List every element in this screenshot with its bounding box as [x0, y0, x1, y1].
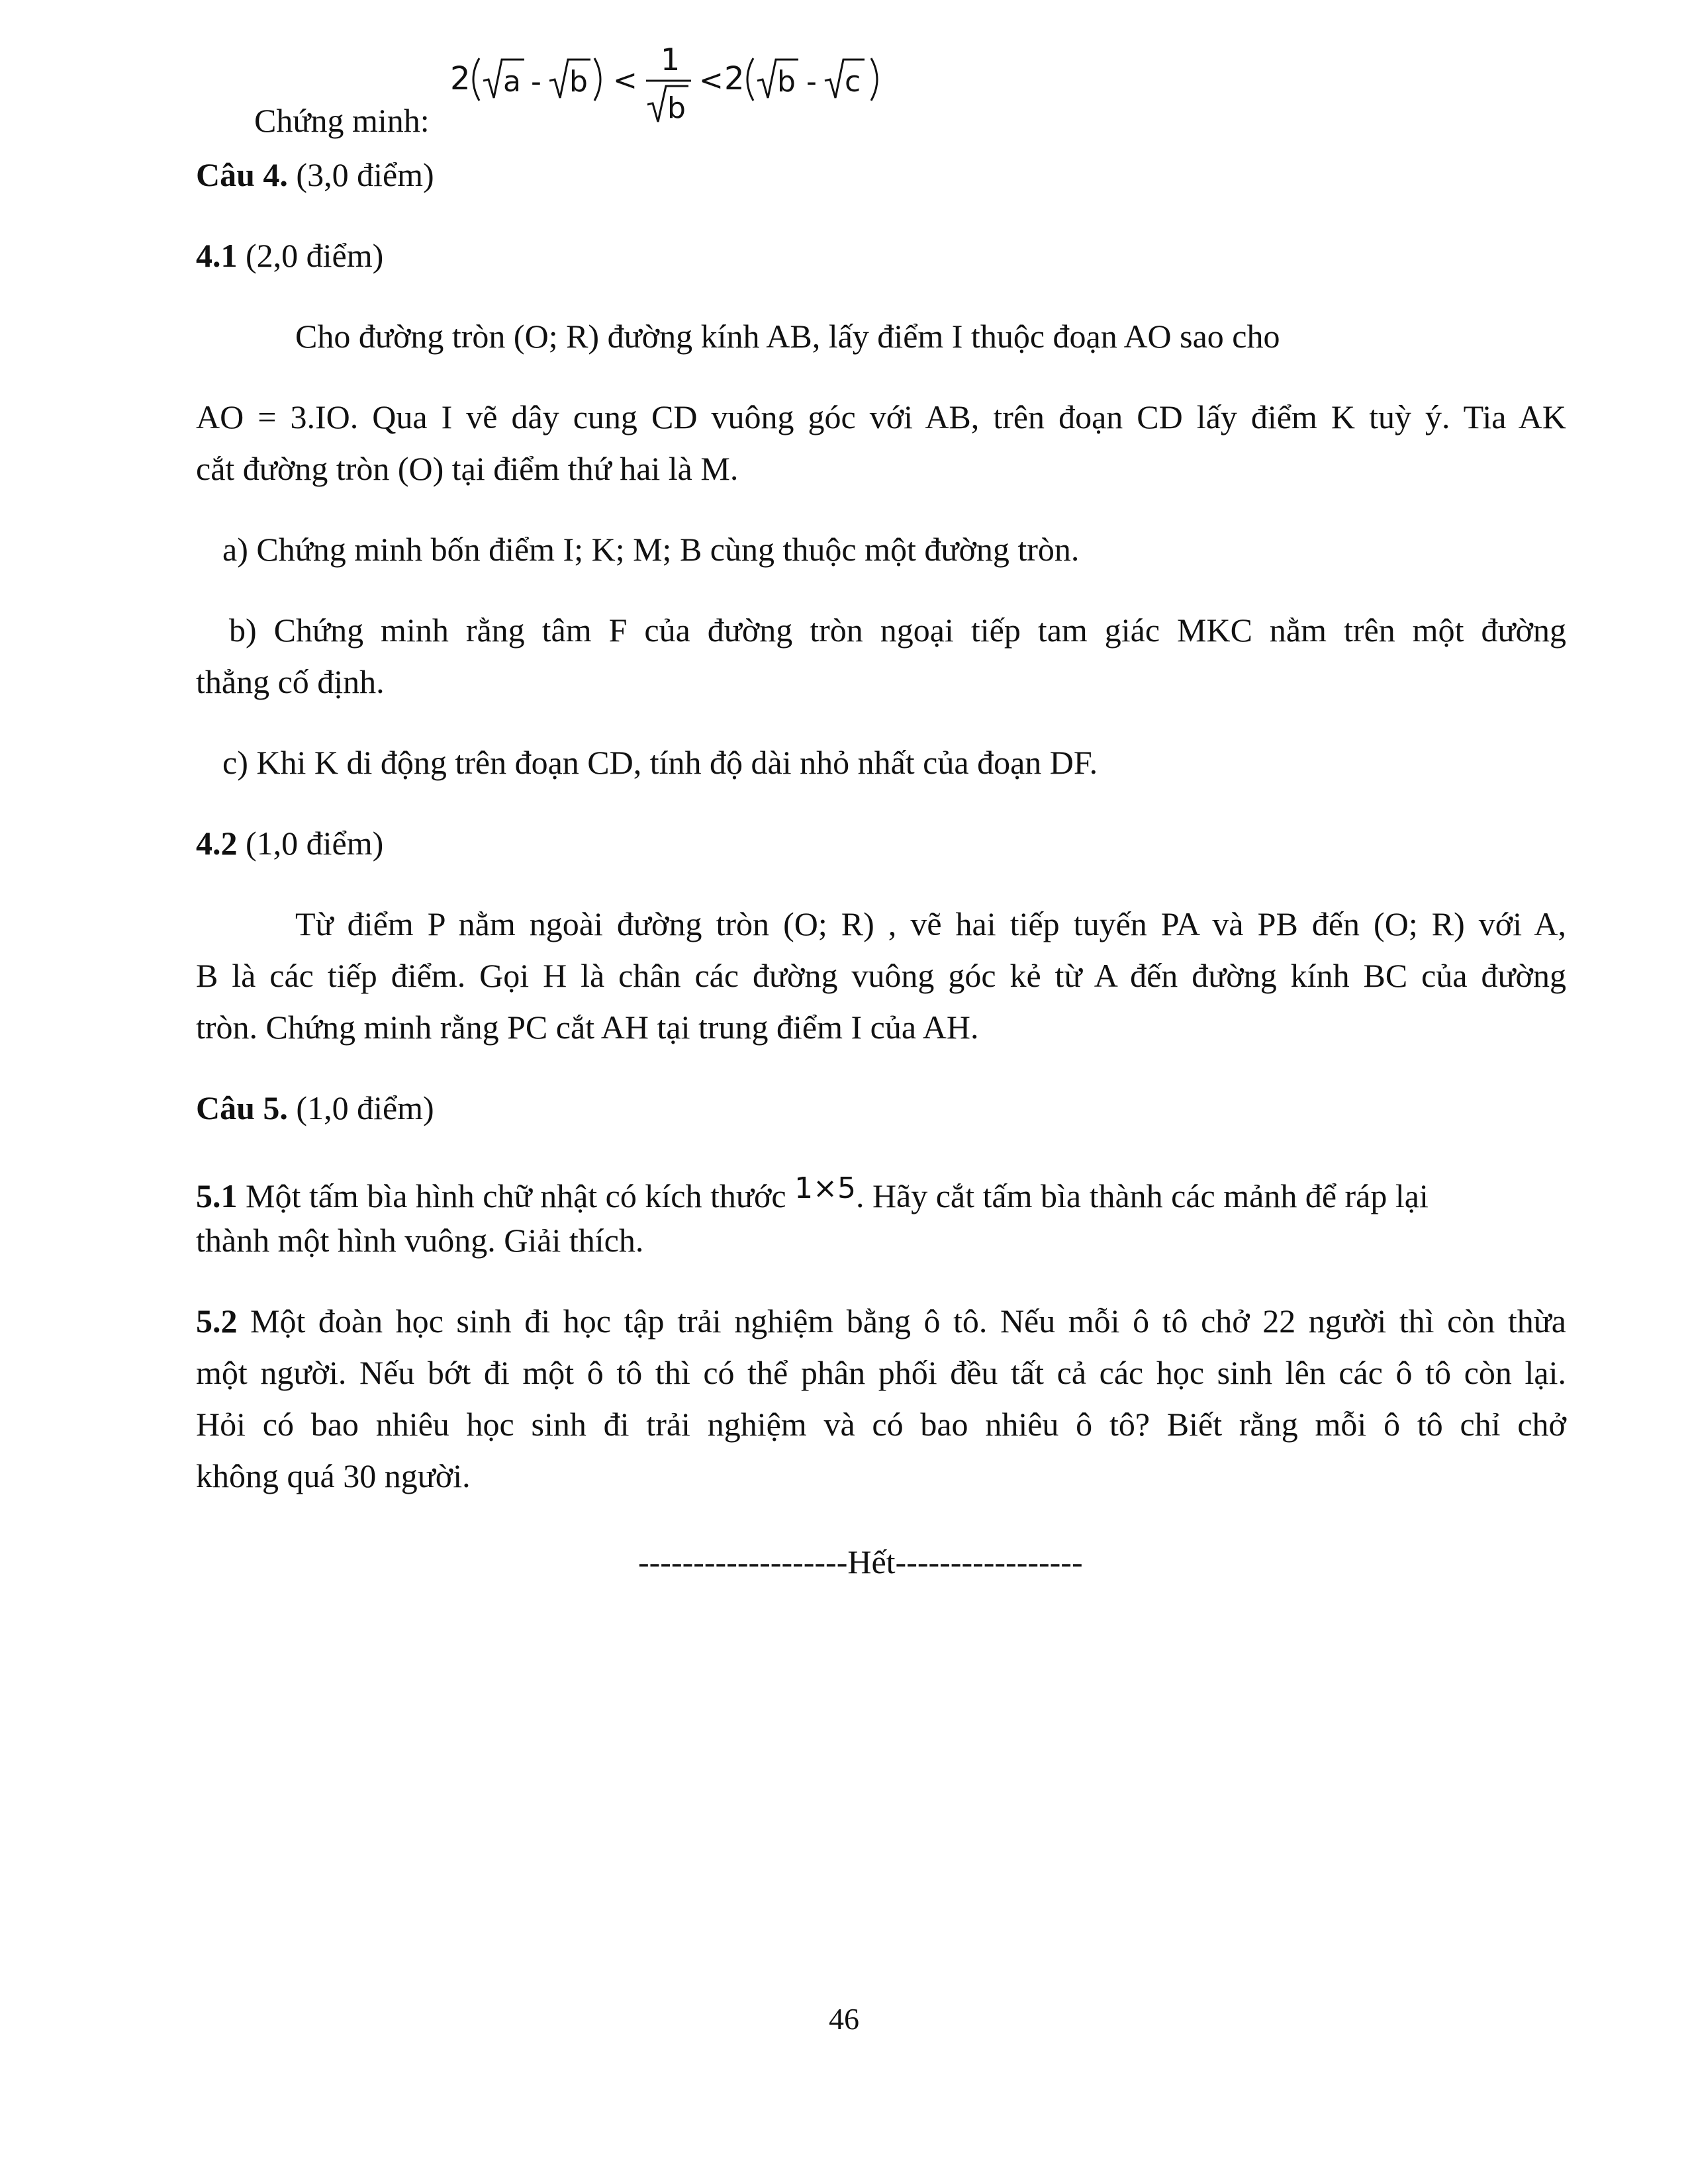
question-4-2-line-3: tròn. Chứng minh rằng PC cắt AH tại trung điểm I của AH.: [196, 1009, 979, 1046]
question-4-1-part-c: c) Khi K di động trên đoạn CD, tính độ dài nhỏ nhất của đoạn DF.: [222, 744, 1098, 781]
question-5-2-line-1: [196, 1301, 1566, 1341]
question-4-points: (3,0 điểm): [296, 156, 434, 193]
question-4-1-points: (2,0 điểm): [246, 237, 384, 274]
end-marker: -------------------Hết-----------------: [638, 1543, 1083, 1580]
question-4-2-label: 4.2: [196, 825, 238, 862]
question-5-2-line-1-text: Một đoàn học sinh đi học tập trải nghiệm bằng ô tô. Nếu mỗi ô tô chở 22 người thì còn thừa: [250, 1302, 1567, 1340]
question-5-label: Câu 5.: [196, 1089, 288, 1126]
question-4-2-points: (1,0 điểm): [246, 825, 384, 862]
question-4-1-line-2: AO = 3.IO. Qua I vẽ dây cung CD vuông góc với AB, trên đoạn CD lấy điểm K tuỳ ý. Tia AK: [196, 398, 1566, 435]
proof-label: Chứng minh:: [254, 102, 430, 139]
question-4-1-line-1: Cho đường tròn (O; R) đường kính AB, lấy điểm I thuộc đoạn AO sao cho: [295, 318, 1280, 355]
question-5-2-line-3: Hỏi có bao nhiêu học sinh đi trải nghiệm và có bao nhiêu ô tô? Biết rằng mỗi ô tô chỉ chở: [196, 1406, 1566, 1443]
question-4-1-heading: [196, 236, 383, 275]
question-5-2-line-2: một người. Nếu bớt đi một ô tô thì có thể phân phối đều tất cả các học sinh lên các ô tô còn lại.: [196, 1354, 1566, 1391]
formula-var-b2: b: [777, 65, 796, 99]
question-4-label: Câu 4.: [196, 156, 288, 193]
question-4-1-part-a: a) Chứng minh bốn điểm I; K; M; B cùng thuộc một đường tròn.: [222, 531, 1080, 568]
formula-minus-2: -: [806, 65, 817, 99]
formula-left-paren-close: [594, 58, 600, 101]
formula-minus-1: -: [531, 65, 541, 99]
formula-var-b1: b: [569, 65, 588, 99]
page-number: 46: [829, 2002, 859, 2036]
formula-var-c: c: [845, 65, 861, 99]
question-5-heading: [196, 1088, 434, 1128]
formula-var-a: a: [503, 65, 521, 99]
formula-coef-right: 2: [724, 60, 745, 97]
question-5-1-text-before: Một tấm bìa hình chữ nhật có kích thước: [246, 1177, 786, 1214]
formula-right-paren-close: [871, 58, 877, 101]
inequality-formula: [450, 40, 900, 132]
formula-coef-left: 2: [450, 60, 471, 97]
question-4-2-line-2: B là các tiếp điểm. Gọi H là chân các đường vuông góc kẻ từ A đến đường kính BC của đường: [196, 957, 1566, 994]
question-4-1-label: 4.1: [196, 237, 238, 274]
question-4-heading: [196, 155, 434, 195]
question-4-1-part-b-line-1: b) Chứng minh rằng tâm F của đường tròn ngoại tiếp tam giác MKC nằm trên một đường: [229, 612, 1566, 649]
question-4-2-line-1: Từ điểm P nằm ngoài đường tròn (O; R) , vẽ hai tiếp tuyến PA và PB đến (O; R) với A,: [295, 905, 1566, 942]
question-4-2-heading: [196, 823, 383, 863]
formula-less-than-1: <: [613, 64, 637, 97]
question-5-2-label: 5.2: [196, 1302, 238, 1340]
question-4-1-line-3: cắt đường tròn (O) tại điểm thứ hai là M.: [196, 450, 739, 487]
question-5-1-line-1: [196, 1169, 1429, 1216]
formula-less-than-2: <: [699, 64, 724, 97]
question-5-points: (1,0 điểm): [296, 1089, 434, 1126]
formula-left-paren-open: [473, 58, 479, 101]
question-5-1-dimension: 1×5: [794, 1171, 856, 1205]
question-5-1-text-after: . Hãy cắt tấm bìa thành các mảnh để ráp lại: [855, 1177, 1429, 1214]
question-4-1-part-b-line-2: thẳng cố định.: [196, 663, 385, 700]
question-5-1-line-2: thành một hình vuông. Giải thích.: [196, 1222, 644, 1259]
formula-numerator: 1: [661, 42, 680, 77]
question-5-1-label: 5.1: [196, 1177, 238, 1214]
question-5-2-line-4: không quá 30 người.: [196, 1457, 471, 1494]
formula-denominator-var: b: [667, 91, 686, 125]
formula-right-paren-open: [747, 58, 753, 101]
